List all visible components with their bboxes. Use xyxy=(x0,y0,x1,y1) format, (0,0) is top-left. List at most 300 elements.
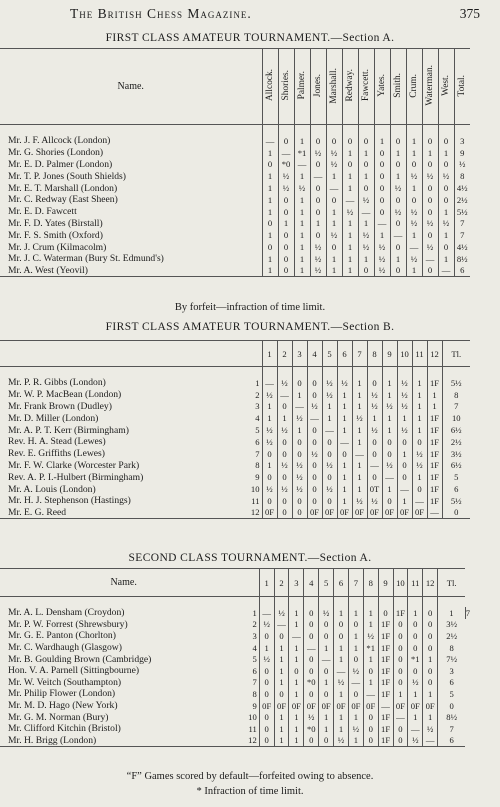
column-header xyxy=(292,341,307,367)
score-cell: 0 xyxy=(358,159,374,171)
score-cell: ½ xyxy=(397,424,412,436)
score-cell: 1 xyxy=(337,471,352,483)
player-name: Mr. F. W. Clarke (Worcester Park) xyxy=(8,459,140,471)
score-cell: ½ xyxy=(334,735,349,747)
score-cell: 1 xyxy=(334,642,349,654)
score-cell: 0 xyxy=(397,436,412,448)
score-cell: 1 xyxy=(406,229,422,241)
score-cell: 1 xyxy=(289,735,304,747)
score-cell: ½ xyxy=(310,147,326,159)
column-label: Allcock. xyxy=(265,69,275,102)
score-cell: 1 xyxy=(382,424,397,436)
score-cell: 1 xyxy=(289,642,304,654)
score-cell: 0F xyxy=(322,507,337,519)
section-a-title: FIRST CLASS AMATEUR TOURNAMENT.—Section A. xyxy=(105,32,395,44)
score-cell: ½ xyxy=(358,194,374,206)
score-cell: 0 xyxy=(304,619,319,631)
column-header xyxy=(454,49,470,125)
column-header xyxy=(422,49,438,125)
column-header xyxy=(427,341,442,367)
score-cell: 1F xyxy=(393,607,408,619)
score-cell: ½ xyxy=(277,460,292,472)
score-cell: 0 xyxy=(374,194,390,206)
score-cell: — xyxy=(378,700,393,712)
column-header xyxy=(278,49,294,125)
score-cell: 0 xyxy=(390,159,406,171)
column-header xyxy=(412,341,427,367)
column-label: 7 xyxy=(353,577,358,588)
column-label: 9 xyxy=(387,348,392,359)
score-cell: ½ xyxy=(352,412,367,424)
score-cell: 1 xyxy=(262,170,278,182)
score-cell: ½ xyxy=(292,471,307,483)
score-cell: 1 xyxy=(262,206,278,218)
score-cell: 1 xyxy=(289,688,304,700)
score-cell: 1 xyxy=(358,218,374,230)
score-cell: 0 xyxy=(322,436,337,448)
score-cell: 0 xyxy=(262,159,278,171)
table-row xyxy=(0,159,470,171)
score-cell: 0 xyxy=(277,448,292,460)
score-cell: 1 xyxy=(334,653,349,665)
score-cell: 1 xyxy=(412,377,427,389)
score-cell: 1 xyxy=(406,265,422,277)
table-row xyxy=(0,619,470,631)
score-cell: ½ xyxy=(348,665,363,677)
player-number: 3 xyxy=(255,401,260,412)
table-row xyxy=(0,135,470,147)
score-cell: 1 xyxy=(342,265,358,277)
player-name: Mr. H. J. Stephenson (Hastings) xyxy=(8,495,131,507)
score-cell: 8 xyxy=(438,642,466,654)
column-label: Total. xyxy=(457,74,468,97)
section-a-note: By forfeit—infraction of time limit. xyxy=(174,302,326,313)
score-cell: 1 xyxy=(408,711,423,723)
column-label: 9 xyxy=(383,577,388,588)
score-cell: 0 xyxy=(422,182,438,194)
score-cell: 1 xyxy=(348,735,363,747)
column-label: 10 xyxy=(396,577,405,588)
score-cell: 0 xyxy=(262,495,277,507)
score-cell: ½ xyxy=(397,377,412,389)
score-cell: 1 xyxy=(406,182,422,194)
column-header xyxy=(378,569,393,597)
score-cell: — xyxy=(390,229,406,241)
score-cell: 4½ xyxy=(454,241,470,253)
score-cell: — xyxy=(307,412,322,424)
score-cell: 1 xyxy=(348,711,363,723)
score-cell: ½ xyxy=(412,448,427,460)
score-cell: 0 xyxy=(319,619,334,631)
column-header xyxy=(337,341,352,367)
column-header xyxy=(348,569,363,597)
score-cell: — xyxy=(423,735,438,747)
score-cell: 1 xyxy=(337,412,352,424)
score-cell: 0 xyxy=(310,206,326,218)
score-cell: 0 xyxy=(348,688,363,700)
player-number: 8 xyxy=(255,460,260,471)
player-number: 6 xyxy=(252,665,257,676)
score-cell: *1 xyxy=(294,147,310,159)
column-header xyxy=(277,341,292,367)
score-cell: 0 xyxy=(319,630,334,642)
score-cell: 1 xyxy=(322,401,337,413)
table-row xyxy=(0,218,470,230)
column-header xyxy=(262,49,278,125)
player-number: 1 xyxy=(255,377,260,388)
score-cell: 1 xyxy=(294,194,310,206)
table-row xyxy=(0,735,470,747)
player-number: 4 xyxy=(255,413,260,424)
score-cell: 1 xyxy=(274,677,289,689)
score-cell: 0 xyxy=(438,135,454,147)
column-header xyxy=(342,49,358,125)
player-name: Mr. A. P. T. Kerr (Birmingham) xyxy=(8,424,129,436)
column-header xyxy=(442,341,470,367)
score-cell: ½ xyxy=(352,495,367,507)
score-cell: 0 xyxy=(408,665,423,677)
player-number: 7 xyxy=(255,448,260,459)
table-row xyxy=(0,483,470,495)
score-cell: 1 xyxy=(352,483,367,495)
column-label: Tl. xyxy=(451,348,462,359)
score-cell: 0 xyxy=(319,735,334,747)
player-name: Mr. W. Veitch (Southampton) xyxy=(8,676,122,688)
score-cell: 0 xyxy=(363,665,378,677)
score-cell: 1 xyxy=(367,412,382,424)
score-cell: — xyxy=(334,665,349,677)
score-cell: ½ xyxy=(292,460,307,472)
score-cell: 0 xyxy=(374,159,390,171)
score-cell: 1 xyxy=(337,483,352,495)
score-cell: 1 xyxy=(326,265,342,277)
score-cell: — xyxy=(262,377,277,389)
score-cell: ½ xyxy=(406,170,422,182)
score-cell: ½ xyxy=(423,723,438,735)
score-cell: 0 xyxy=(422,135,438,147)
score-cell: 1 xyxy=(363,653,378,665)
score-cell: 1 xyxy=(423,688,438,700)
score-cell: 6½ xyxy=(442,460,470,472)
score-cell: ½ xyxy=(310,253,326,265)
score-cell: 1 xyxy=(397,448,412,460)
table-row xyxy=(0,206,470,218)
score-cell: ½ xyxy=(390,182,406,194)
score-cell: 0 xyxy=(442,507,470,519)
score-cell: ½ xyxy=(406,206,422,218)
score-cell: ½ xyxy=(363,630,378,642)
score-cell: 1 xyxy=(412,412,427,424)
score-cell: ½ xyxy=(326,147,342,159)
score-cell: 0 xyxy=(307,483,322,495)
score-cell: 1 xyxy=(342,147,358,159)
score-cell: 1 xyxy=(337,495,352,507)
score-cell: 1 xyxy=(342,229,358,241)
score-cell: ½ xyxy=(367,495,382,507)
score-cell: ½ xyxy=(367,401,382,413)
score-cell: 0 xyxy=(337,448,352,460)
score-cell: 0 xyxy=(322,448,337,460)
player-name: Mr. P. R. Gibbs (London) xyxy=(8,377,106,389)
score-cell: 7½ xyxy=(438,653,466,665)
player-name: Mr. J. C. Waterman (Bury St. Edmund's) xyxy=(8,253,164,265)
score-cell: 0 xyxy=(259,735,274,747)
score-cell: 1 xyxy=(274,642,289,654)
score-cell: 0 xyxy=(438,194,454,206)
score-cell: 1 xyxy=(342,253,358,265)
table-row xyxy=(0,147,470,159)
score-cell: 1 xyxy=(412,471,427,483)
score-cell: — xyxy=(352,448,367,460)
score-cell: 1F xyxy=(427,436,442,448)
score-cell: 1 xyxy=(412,389,427,401)
score-cell: 0F xyxy=(412,507,427,519)
score-cell: 1 xyxy=(294,253,310,265)
score-cell: 1 xyxy=(294,135,310,147)
score-cell: 0 xyxy=(367,448,382,460)
score-cell: 1 xyxy=(262,265,278,277)
player-number: 5 xyxy=(255,425,260,436)
table-row xyxy=(0,495,470,507)
score-cell: 1 xyxy=(423,711,438,723)
score-cell: 1 xyxy=(294,241,310,253)
score-cell: 0 xyxy=(326,194,342,206)
score-cell: 1 xyxy=(352,377,367,389)
column-header xyxy=(438,569,466,597)
score-cell: ½ xyxy=(358,229,374,241)
score-cell: 0F xyxy=(363,700,378,712)
score-cell: 0 xyxy=(304,630,319,642)
player-number: 3 xyxy=(252,630,257,641)
score-cell: 1 xyxy=(408,688,423,700)
column-header xyxy=(358,49,374,125)
score-cell: 1 xyxy=(390,147,406,159)
score-cell: 1 xyxy=(352,389,367,401)
table-row xyxy=(0,182,470,194)
score-cell: 1 xyxy=(382,483,397,495)
column-label: 12 xyxy=(425,577,435,588)
score-cell: ½ xyxy=(412,460,427,472)
player-number: 8 xyxy=(252,688,257,699)
score-cell: 0 xyxy=(397,471,412,483)
score-cell: 0 xyxy=(342,159,358,171)
score-cell: 1 xyxy=(326,253,342,265)
score-cell: 0 xyxy=(423,677,438,689)
player-number: 5 xyxy=(252,654,257,665)
score-cell: 1 xyxy=(438,607,466,619)
column-header xyxy=(310,49,326,125)
score-cell: 1F xyxy=(427,471,442,483)
score-cell: 0 xyxy=(278,253,294,265)
column-label: Waterman. xyxy=(425,65,435,106)
column-label: West. xyxy=(441,75,451,96)
score-cell: 0 xyxy=(277,471,292,483)
score-cell: 1 xyxy=(406,147,422,159)
column-header xyxy=(259,569,274,597)
score-cell: 1 xyxy=(292,389,307,401)
score-cell: 1 xyxy=(348,607,363,619)
player-name: Mr. A. West (Yeovil) xyxy=(0,265,262,277)
player-name: Mr. G. E. Panton (Chorlton) xyxy=(8,630,116,642)
table-row xyxy=(0,507,470,519)
score-cell: ½ xyxy=(274,607,289,619)
score-cell: 0 xyxy=(274,630,289,642)
score-cell: ½ xyxy=(334,677,349,689)
player-number: 9 xyxy=(255,472,260,483)
column-header xyxy=(326,49,342,125)
score-cell: 1 xyxy=(382,389,397,401)
score-cell: 2½ xyxy=(454,194,470,206)
score-cell: 1 xyxy=(294,229,310,241)
score-cell: ½ xyxy=(438,170,454,182)
score-cell: 1F xyxy=(427,424,442,436)
score-cell: 0 xyxy=(382,448,397,460)
score-cell: 1 xyxy=(337,424,352,436)
score-cell: ½ xyxy=(382,401,397,413)
column-label: 2 xyxy=(279,577,284,588)
score-cell: 0 xyxy=(277,495,292,507)
score-cell: 0 xyxy=(310,182,326,194)
score-cell: 1 xyxy=(262,229,278,241)
score-cell: ½ xyxy=(262,389,277,401)
score-cell: 0 xyxy=(310,159,326,171)
score-cell: — xyxy=(397,483,412,495)
score-cell: 0 xyxy=(334,630,349,642)
score-cell: ½ xyxy=(374,241,390,253)
score-cell: 0 xyxy=(408,619,423,631)
score-cell: 1 xyxy=(363,677,378,689)
score-cell: 0 xyxy=(262,448,277,460)
score-cell: 1 xyxy=(294,265,310,277)
score-cell: 6 xyxy=(454,265,470,277)
score-cell: — xyxy=(393,711,408,723)
score-cell: 0 xyxy=(374,170,390,182)
player-name: Rev. E. Griffiths (Lewes) xyxy=(8,448,105,460)
score-cell: 1F xyxy=(427,377,442,389)
column-label: 2 xyxy=(282,348,287,359)
score-cell: ½ xyxy=(278,170,294,182)
player-name: Mr. P. W. Forrest (Shrewsbury) xyxy=(8,618,128,630)
score-cell: ½ xyxy=(304,711,319,723)
score-cell: 0 xyxy=(348,619,363,631)
table-row xyxy=(0,460,470,472)
score-cell: 0 xyxy=(408,630,423,642)
score-cell: 0 xyxy=(393,677,408,689)
table-row xyxy=(0,436,470,448)
score-cell: 1 xyxy=(326,170,342,182)
score-cell: 1 xyxy=(393,688,408,700)
player-number: 10 xyxy=(250,484,260,495)
score-cell: 1 xyxy=(262,194,278,206)
score-cell: ½ xyxy=(307,448,322,460)
table-row xyxy=(0,688,470,700)
score-cell: ½ xyxy=(310,265,326,277)
score-cell: 1 xyxy=(374,135,390,147)
column-label: 5 xyxy=(327,348,332,359)
section-c-note-time: * Infraction of time limit. xyxy=(196,786,304,797)
column-header xyxy=(294,49,310,125)
score-cell: 1F xyxy=(427,495,442,507)
score-cell: 1 xyxy=(334,723,349,735)
name-header: Name. xyxy=(0,569,247,597)
score-cell: 1F xyxy=(378,688,393,700)
column-header xyxy=(406,49,422,125)
score-cell: — xyxy=(412,495,427,507)
score-cell: 7 xyxy=(438,723,466,735)
score-cell: 1 xyxy=(278,218,294,230)
score-cell: 0 xyxy=(393,653,408,665)
score-cell: 2½ xyxy=(442,436,470,448)
score-cell: 0F xyxy=(307,507,322,519)
score-cell: 0 xyxy=(390,265,406,277)
score-cell: 0 xyxy=(358,135,374,147)
score-cell: 0F xyxy=(334,700,349,712)
score-cell: 0 xyxy=(307,377,322,389)
score-cell: 1 xyxy=(406,135,422,147)
player-name: Mr. F. D. Yates (Birstall) xyxy=(8,217,103,229)
table-row xyxy=(0,170,470,182)
score-cell: — xyxy=(367,460,382,472)
table-row xyxy=(0,665,470,677)
score-cell: 0 xyxy=(342,135,358,147)
score-cell: 0 xyxy=(348,653,363,665)
score-cell: 1 xyxy=(319,711,334,723)
score-cell: 0 xyxy=(412,436,427,448)
table-row xyxy=(0,424,470,436)
score-cell: 6½ xyxy=(442,424,470,436)
score-cell: 0 xyxy=(393,723,408,735)
score-cell: 1 xyxy=(397,412,412,424)
player-number: 11 xyxy=(248,723,257,734)
score-cell: 0F xyxy=(348,700,363,712)
score-cell: 7 xyxy=(465,607,470,618)
table-row xyxy=(0,412,470,424)
score-cell: 1 xyxy=(412,424,427,436)
score-cell: 1F xyxy=(378,653,393,665)
column-label: Palmer. xyxy=(297,71,307,100)
column-header xyxy=(438,49,454,125)
score-cell: 1 xyxy=(342,241,358,253)
score-cell: 0F xyxy=(319,700,334,712)
table-row xyxy=(0,642,470,654)
score-cell: ½ xyxy=(374,253,390,265)
score-cell: — xyxy=(326,182,342,194)
score-cell: 7 xyxy=(454,218,470,230)
score-cell: *1 xyxy=(363,642,378,654)
score-cell: 5½ xyxy=(454,206,470,218)
score-cell: 1 xyxy=(408,607,423,619)
column-label: 1 xyxy=(267,348,272,359)
column-header xyxy=(319,569,334,597)
score-cell: 0 xyxy=(393,642,408,654)
score-cell: 0 xyxy=(334,619,349,631)
score-cell: 0 xyxy=(292,448,307,460)
score-cell: 0F xyxy=(423,700,438,712)
score-cell: — xyxy=(374,218,390,230)
score-cell: ½ xyxy=(367,424,382,436)
player-name: Rev. H. A. Stead (Lewes) xyxy=(8,436,106,448)
score-cell: 1 xyxy=(289,619,304,631)
score-cell: 0 xyxy=(278,194,294,206)
score-cell: ½ xyxy=(322,483,337,495)
score-cell: ½ xyxy=(454,159,470,171)
score-cell: 0 xyxy=(278,265,294,277)
score-cell: ½ xyxy=(259,653,274,665)
column-label: Shories. xyxy=(281,70,291,101)
score-cell: ½ xyxy=(406,253,422,265)
score-cell: ½ xyxy=(319,607,334,619)
score-cell: 2½ xyxy=(438,630,466,642)
